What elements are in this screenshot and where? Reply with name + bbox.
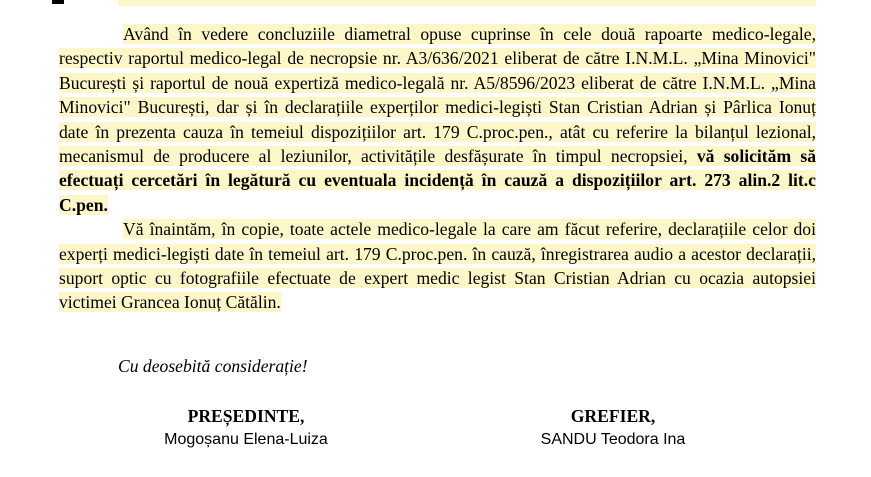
signature-president-name: Mogoșanu Elena-Luiza bbox=[164, 431, 328, 448]
signature-clerk-title: GREFIER, bbox=[570, 406, 656, 426]
signature-clerk bbox=[500, 404, 726, 452]
document-body bbox=[59, 22, 816, 315]
paragraph-request-bold: vă solicităm să efectuați cercetări în legătură cu eventuala incidență în cauză a dispozițiilor art. 273 alin.2 lit.c C.pen. bbox=[59, 146, 817, 215]
text-fragment-top bbox=[52, 0, 64, 4]
paragraph-enclosures bbox=[59, 217, 816, 315]
signature-president bbox=[130, 404, 362, 452]
paragraph-request-text bbox=[59, 24, 816, 215]
highlight-fragment-top bbox=[118, 0, 816, 6]
closing-salutation: Cu deosebită considerație! bbox=[118, 356, 308, 376]
paragraph-request bbox=[59, 22, 816, 217]
signature-president-title: PREȘEDINTE, bbox=[187, 406, 305, 426]
paragraph-request-normal: Având în vedere concluziile diametral opuse cuprinse în cele două rapoarte medico-legale, respectiv raportul medico-legal de necropsie nr. A3/636/2021 eliberat de către I.N.M.L. „Mina Minovici" București și raportul de nouă expertiză medico-legală nr. A5/8596/2023 eliberat de către I.N.M.L. „Mina Minovici" București, dar și în declarațiile experților medici-legiști Stan Cristian Adrian și Pârlica Ionuț date în prezenta cauza în temeiul dispozițiilor art. 179 C.proc.pen., atât cu referire la bilanțul lezional, mecanismul de producere al leziunilor, activitățile desfășurate în timpul necropsiei, bbox=[59, 24, 816, 167]
signature-clerk-name: SANDU Teodora Ina bbox=[540, 431, 686, 448]
paragraph-enclosures-text: Vă înaintăm, în copie, toate actele medico-legale la care am făcut referire, declarațiile celor doi experți medici-legiști date în temeiul art. 179 C.proc.pen. în cauză, înregistrarea audio a acestor declarații, suport optic cu fotografiile efectuate de expert medic legist Stan Cristian Adrian cu ocazia autopsiei victimei Grancea Ionuț Cătălin. bbox=[59, 219, 816, 313]
